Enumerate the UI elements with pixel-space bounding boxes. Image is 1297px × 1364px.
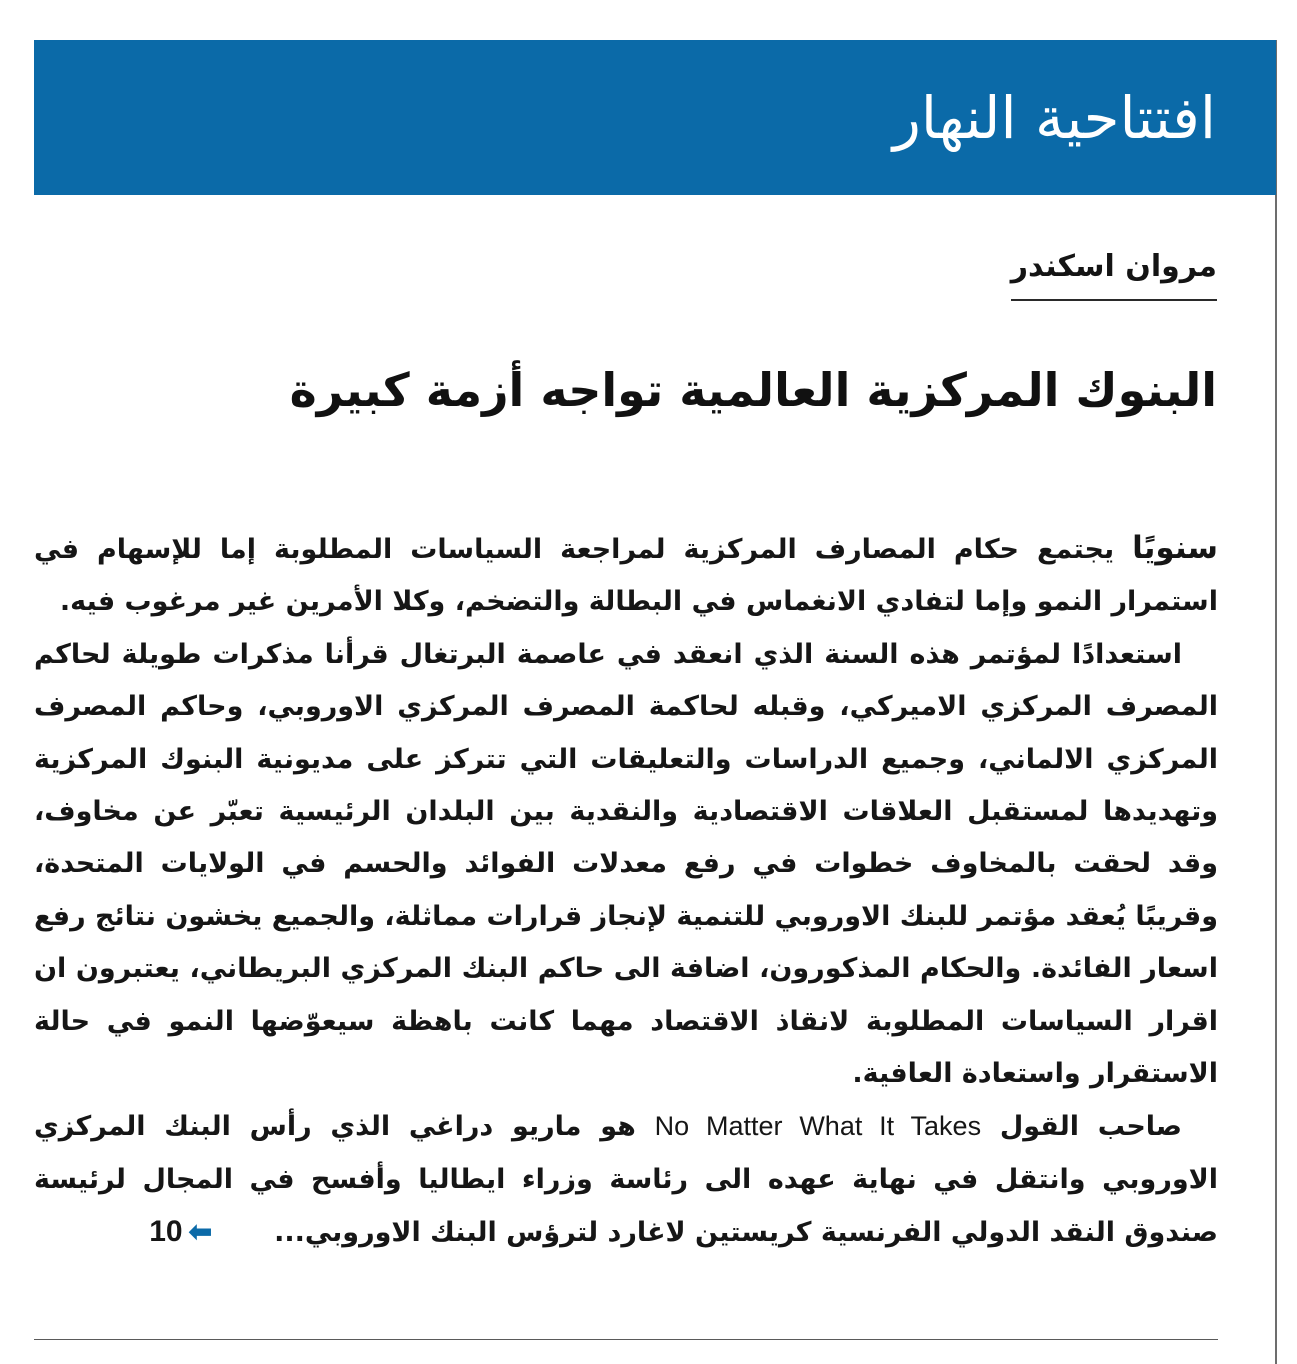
lead-word: سنويًا <box>1132 530 1218 566</box>
bottom-divider <box>34 1339 1218 1340</box>
continued-page-number: 10 <box>149 1215 183 1249</box>
paragraph-3-text: هو ماريو دراغي الذي رأس البنك المركزي الاوروبي وانتقل في نهاية عهده الى رئاسة وزراء ايطاليا وأفسح في المجال لرئيسة صندوق النقد الدولي الفرنسية كريستين لاغارد لترؤس البنك الاوروبي... <box>34 1111 1218 1249</box>
paragraph-3-intro: صاحب القول <box>999 1111 1183 1143</box>
page-edge-rule <box>1275 40 1277 1364</box>
paragraph-1 <box>34 522 1218 629</box>
quoted-phrase: No Matter What It Takes <box>654 1111 982 1142</box>
article-headline: البنوك المركزية العالمية تواجه أزمة كبيرة <box>289 363 1217 417</box>
author-name: مروان اسكندر <box>1011 245 1217 301</box>
paragraph-2: استعدادًا لمؤتمر هذه السنة الذي انعقد في عاصمة البرتغال قرأنا مذكرات طويلة لحاكم المصرف المركزي الاميركي، وقبله لحاكمة المصرف المركزي الاوروبي، وحاكم المصرف المركزي الالماني، وجميع الدراسات والتعليقات التي تتركز على مديونية البنوك المركزية وتهديدها لمستقبل العلاقات الاقتصادية والنقدية بين البلدان الرئيسية تعبّر عن مخاوف، وقد لحقت بالمخاوف خطوات في رفع معدلات الفوائد والحسم في الولايات المتحدة، وقريبًا يُعقد مؤتمر للبنك الاوروبي للتنمية لإنجاز قرارات مماثلة، والجميع يخشون نتائج رفع اسعار الفائدة. والحكام المذكورون، اضافة الى حاكم البنك المركزي البريطاني، يعتبرون ان اقرار السياسات المطلوبة لانقاذ الاقتصاد مهما كانت باهظة سيعوّضها النمو في حالة الاستقرار واستعادة العافية. <box>33 638 1218 1090</box>
article-body <box>34 522 1218 1260</box>
byline <box>1011 245 1217 301</box>
paragraph-3 <box>34 1100 1218 1259</box>
paragraph-1-text: يجتمع حكام المصارف المركزية لمراجعة السياسات المطلوبة إما للإسهام في استمرار النمو وإما لتفادي الانغماس في البطالة والتضخم، وكلا الأمرين غير مرغوب فيه. <box>34 534 1218 618</box>
continued-on-page[interactable] <box>149 1206 248 1258</box>
masthead-title: افتتاحية النهار <box>892 84 1216 152</box>
masthead-banner <box>34 40 1276 195</box>
arrow-left-icon: ⬅ <box>188 1216 213 1248</box>
